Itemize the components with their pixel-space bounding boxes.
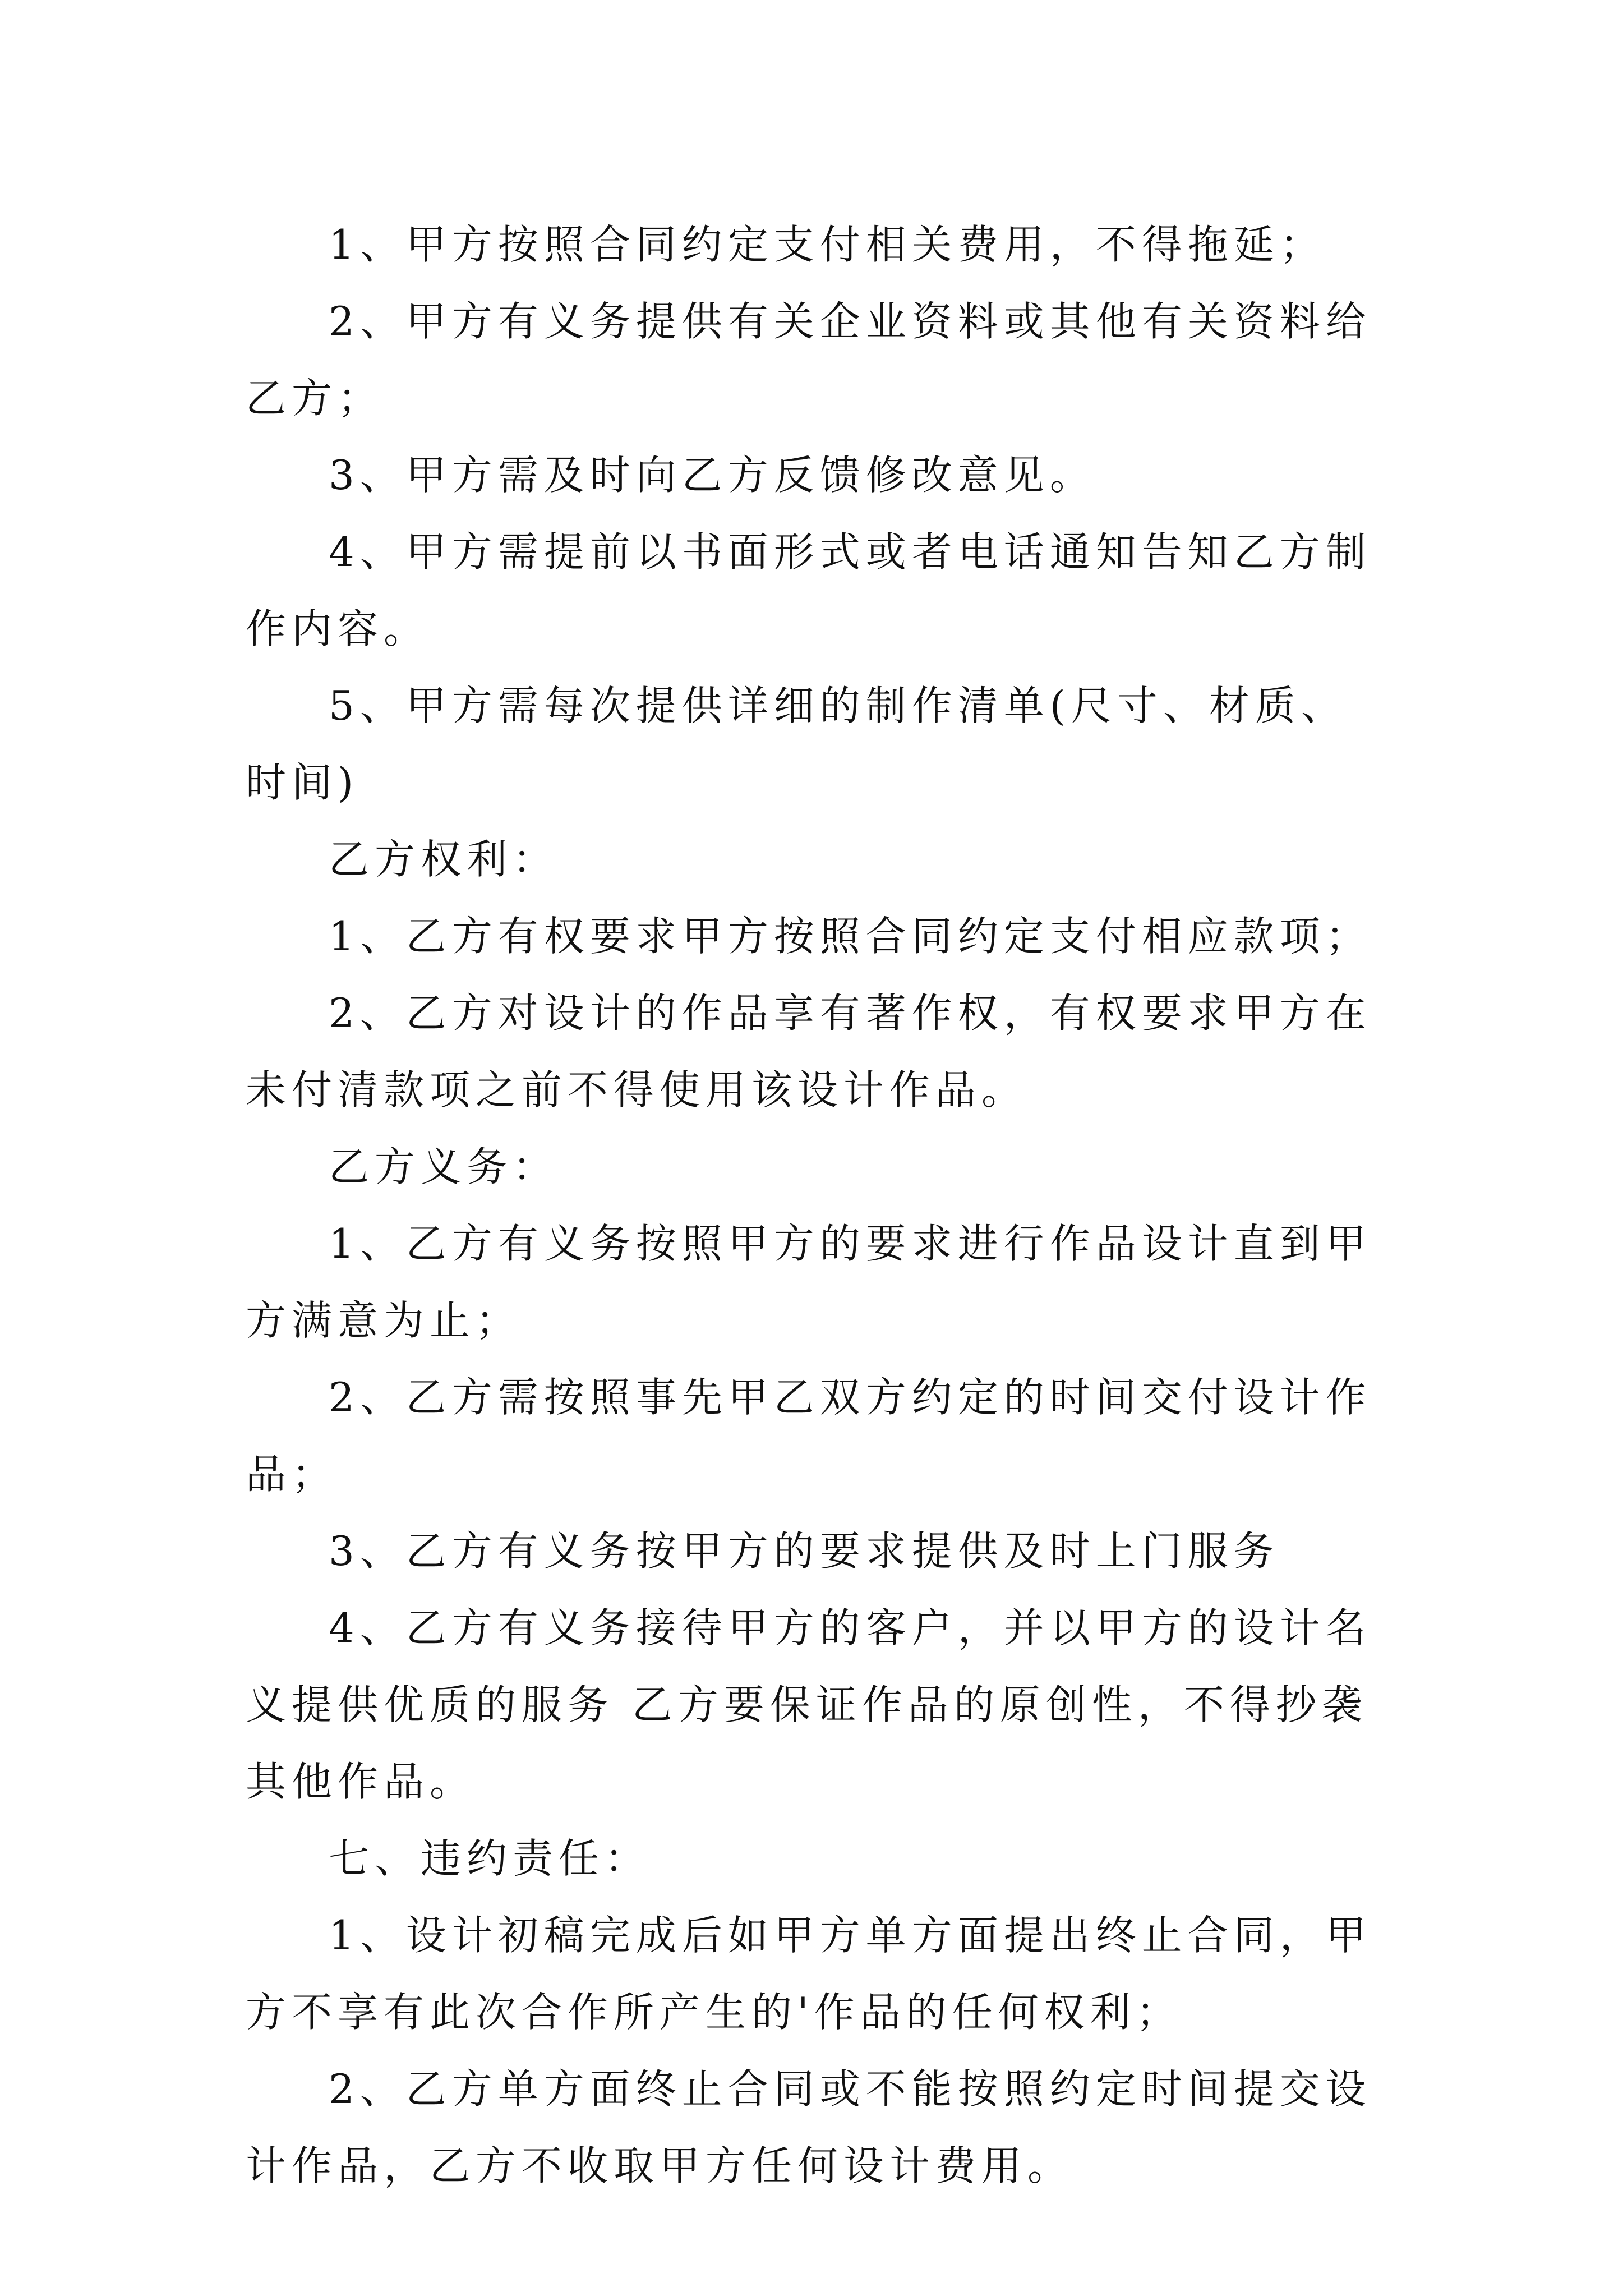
heading-party-b-obligations: 乙方义务： bbox=[329, 1143, 559, 1190]
paragraph-party-a-obligation-5: 5、甲方需每次提供详细的制作清单(尺寸、材质、时间) bbox=[246, 682, 1347, 806]
paragraph-party-a-obligation-2: 2、甲方有义务提供有关企业资料或其他有关资料给乙方； bbox=[246, 298, 1372, 422]
paragraph-breach-1: 1、设计初稿完成后如甲方单方面提出终止合同，甲方不享有此次合作所产生的'作品的任何权利； bbox=[246, 1912, 1372, 2036]
paragraph-party-a-obligation-1: 1、甲方按照合同约定支付相关费用，不得拖延； bbox=[329, 221, 1326, 268]
paragraph-party-b-right-2: 2、乙方对设计的作品享有著作权，有权要求甲方在未付清款项之前不得使用该设计作品。 bbox=[246, 990, 1372, 1114]
paragraph-party-b-right-1: 1、乙方有权要求甲方按照合同约定支付相应款项； bbox=[329, 913, 1372, 960]
heading-breach-liability: 七、违约责任： bbox=[329, 1835, 651, 1882]
paragraph-party-a-obligation-3: 3、甲方需及时向乙方反馈修改意见。 bbox=[329, 452, 1096, 499]
paragraph-party-b-obligation-3: 3、乙方有义务按甲方的要求提供及时上门服务 bbox=[329, 1527, 1280, 1575]
heading-party-b-rights: 乙方权利： bbox=[329, 836, 559, 883]
document-body bbox=[246, 206, 1378, 2205]
paragraph-party-a-obligation-4: 4、甲方需提前以书面形式或者电话通知告知乙方制作内容。 bbox=[246, 528, 1372, 652]
paragraph-party-b-obligation-4: 4、乙方有义务接待甲方的客户，并以甲方的设计名义提供优质的服务 乙方要保证作品的原创性，不得抄袭其他作品。 bbox=[246, 1604, 1372, 1805]
paragraph-party-b-obligation-1: 1、乙方有义务按照甲方的要求进行作品设计直到甲方满意为止； bbox=[246, 1220, 1372, 1344]
paragraph-party-b-obligation-2: 2、乙方需按照事先甲乙双方约定的时间交付设计作品； bbox=[246, 1374, 1372, 1498]
paragraph-breach-2: 2、乙方单方面终止合同或不能按照约定时间提交设计作品，乙方不收取甲方任何设计费用。 bbox=[246, 2065, 1372, 2189]
